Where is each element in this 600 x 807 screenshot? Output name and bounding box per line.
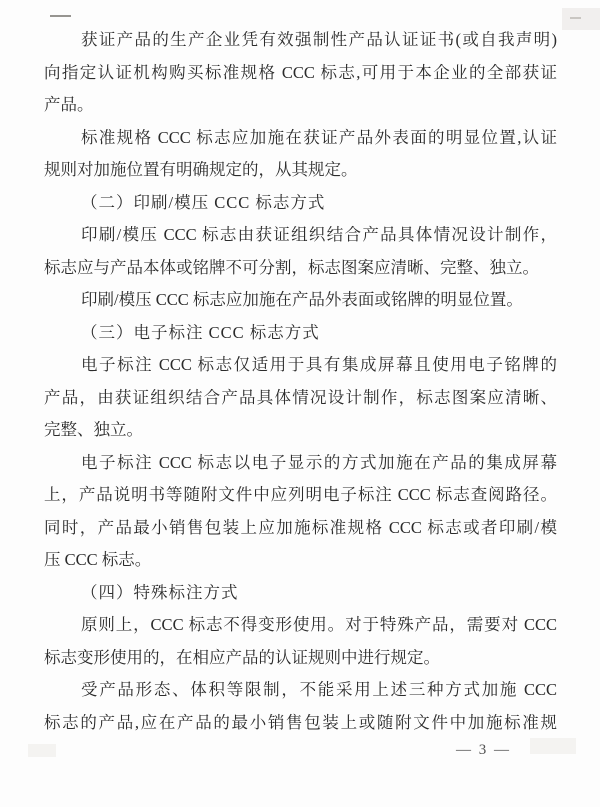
text-line: 受产品形态、体积等限制，不能采用上述三种方式加施 CCC [81, 680, 557, 699]
text-line: 压 CCC 标志。 [44, 550, 152, 569]
text-line: 电子标注 CCC 标志以电子显示的方式加施在产品的集成屏幕 [81, 452, 557, 472]
document-body [44, 24, 557, 739]
text-line: 产品，由获证组织结合产品具体情况设计制作，标志图案应清晰、 [44, 387, 557, 407]
scan-artifact-patch [28, 744, 56, 757]
text-line: 标志变形使用的，在相应产品的认证规则中进行规定。 [44, 647, 440, 667]
scan-artifact-patch [530, 738, 576, 754]
text-line: 标准规格 CCC 标志应加施在获证产品外表面的明显位置,认证 [81, 127, 557, 147]
text-line: 印刷/模压 CCC 标志由获证组织结合产品具体情况设计制作， [81, 225, 557, 244]
section-heading [44, 187, 557, 220]
section-heading [44, 577, 557, 610]
section-heading [44, 317, 557, 350]
text-line: 电子标注 CCC 标志仅适用于具有集成屏幕且使用电子铭牌的 [81, 355, 557, 374]
text-line: 上，产品说明书等随附文件中应列明电子标注 CCC 标志查阅路径。 [44, 485, 557, 504]
text-line: 同时，产品最小销售包装上应加施标准规格 CCC 标志或者印刷/模 [44, 517, 557, 537]
paragraph [44, 24, 557, 122]
paragraph [44, 219, 557, 284]
scan-artifact-dash [50, 15, 71, 17]
scan-artifact-patch [562, 8, 600, 30]
text-line: 印刷/模压 CCC 标志应加施在产品外表面或铭牌的明显位置。 [81, 290, 523, 309]
text-line: 获证产品的生产企业凭有效强制性产品认证证书(或自我声明) [81, 30, 557, 49]
page-number: — 3 — [456, 742, 511, 758]
paragraph [44, 609, 557, 674]
text-line: 标志应与产品本体或铭牌不可分割，标志图案应清晰、完整、独立。 [44, 257, 539, 277]
scan-artifact-dash [570, 17, 581, 19]
text-line: （二）印刷/模压 CCC 标志方式 [81, 192, 326, 212]
paragraph [44, 349, 557, 447]
text-line: 向指定认证机构购买标准规格 CCC 标志,可用于本企业的全部获证 [44, 62, 557, 82]
paragraph [44, 122, 557, 187]
text-line: 产品。 [44, 95, 94, 114]
text-line: 完整、独立。 [44, 420, 143, 439]
text-line: （三）电子标注 CCC 标志方式 [81, 322, 320, 342]
paragraph [44, 284, 557, 317]
text-line: 原则上，CCC 标志不得变形使用。对于特殊产品，需要对 CCC [81, 615, 557, 634]
text-line: 标志的产品,应在产品的最小销售包装上或随附文件中加施标准规 [44, 712, 557, 732]
text-line: 规则对加施位置有明确规定的，从其规定。 [44, 160, 358, 179]
text-line: （四）特殊标注方式 [81, 582, 239, 602]
paragraph [44, 447, 557, 577]
paragraph [44, 674, 557, 739]
